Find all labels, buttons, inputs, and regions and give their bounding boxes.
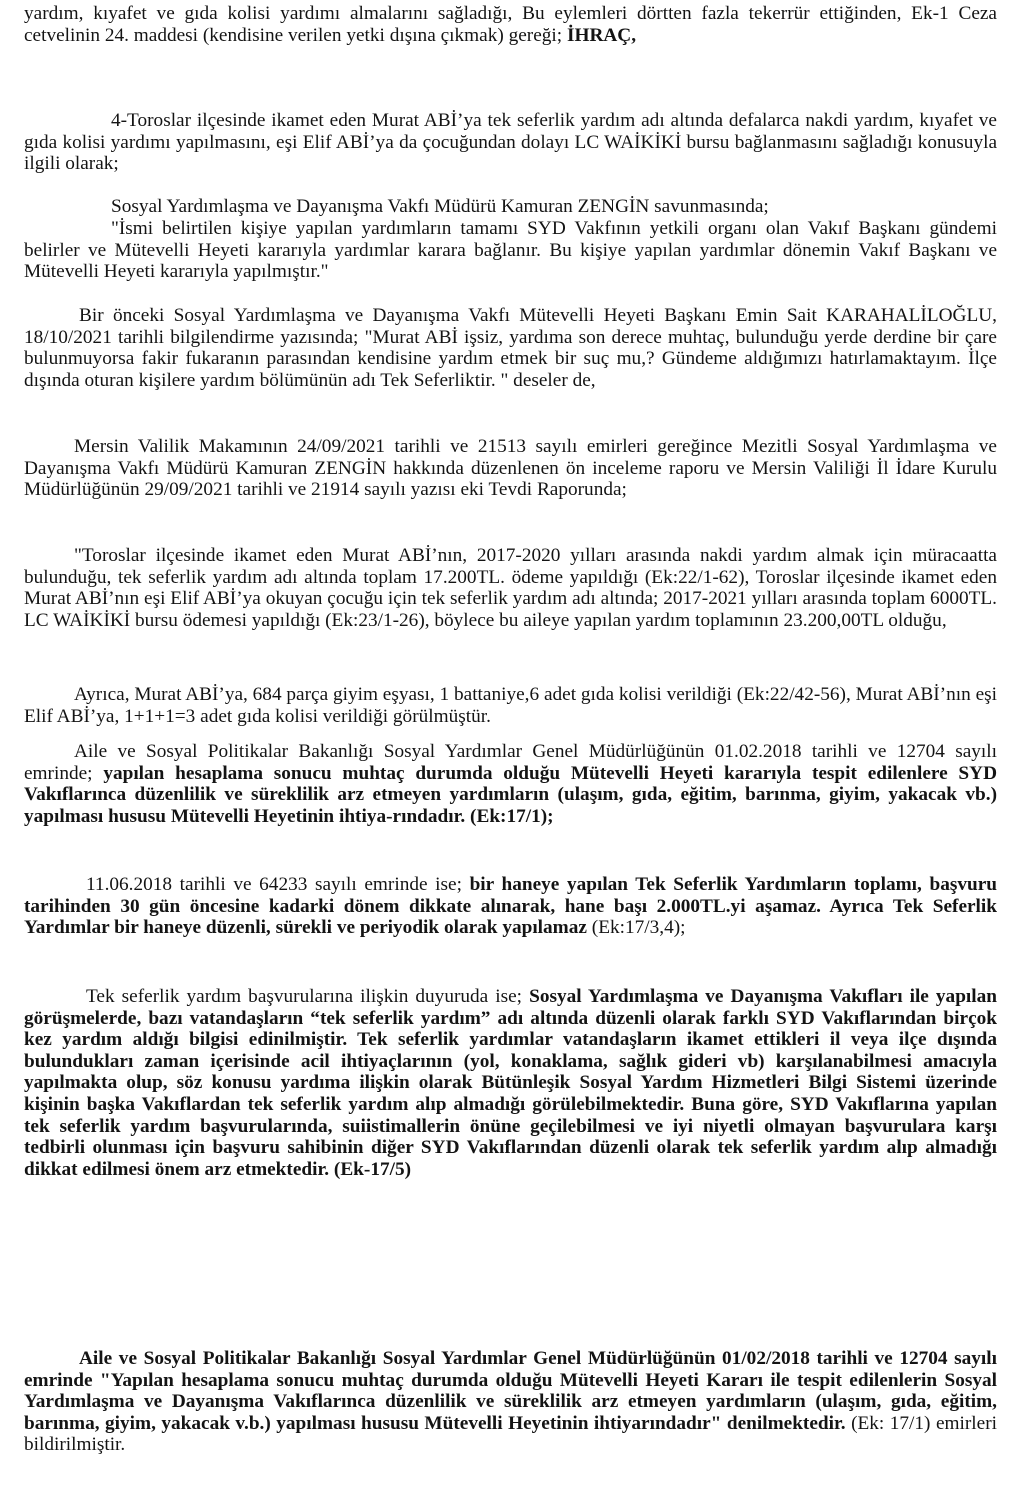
paragraph-governorship: Mersin Valilik Makamının 24/09/2021 tarihli ve 21513 sayılı emirleri gereğince Mezitli Sosyal Yardımlaşma ve Dayanışma Vakfı Müdürü Kamuran ZENGİN hakkında düzenlenen ön inceleme raporu ve Mersin Valiliği İl İdare Kurulu Müdürlüğünün 29/09/2021 tarihli ve 21914 sayılı yazısı eki Tevdi Raporunda; <box>24 436 997 501</box>
paragraph-former-president: Bir önceki Sosyal Yardımlaşma ve Dayanışma Vakfı Mütevelli Heyeti Başkanı Emin Sait KARAHALİLOĞLU, 18/10/2021 tarihli bilgilendirme yazısında; "Murat ABİ işsiz, yardıma son derece muhtaç, bulunduğu yerde derdine bir çare bulunmuyorsa fakir fukaranın parasından kendisine yardım etmek bir suç mu,? Gündeme aldığımızı hatırlamaktayım. İlçe dışında oturan kişilere yardım bölümünün adı Tek Seferliktir. " deseler de, <box>24 305 997 391</box>
paragraph-reference: (Ek:17/3,4); <box>586 917 686 939</box>
paragraph-bold-text: yapılan hesaplama sonucu muhtaç durumda olduğu Mütevelli Heyeti kararıyla tespit edilenlere SYD Vakıflarınca düzenlilik ve süreklilik arz etmeyen yardımların (ulaşım, gıda, eğitim, barınma, giyim, yakacak vb.) yapılması hususu Mütevelli Heyetinin ihtiya-rındadır. (Ek:17/1); <box>24 762 998 827</box>
paragraph-announcement <box>24 986 997 1180</box>
paragraph-bold-text: Aile ve Sosyal Politikalar Bakanlığı Sosyal Yardımlar Genel Müdürlüğünün 01/02/2018 tarihli ve 12704 sayılı emrinde "Yapılan hesaplama sonucu muhtaç durumda olduğu Mütevelli Heyeti Kararı ile tespit edilenlerin Sosyal Yardımlaşma ve Dayanışma Vakıflarınca düzenlilik ve süreklilik arz etmeyen yardımların (ulaşım, gıda, eğitim, barınma, giyim, yakacak v.b.) yapılması hususu Mütevelli Heyetinin ihtiyarındadır" denilmektedir. <box>24 1348 997 1434</box>
paragraph-order-64233 <box>24 874 997 939</box>
ihrac-decision: İHRAÇ, <box>566 24 637 46</box>
paragraph-bold-text: bir haneye yapılan Tek Seferlik Yardımların toplamı, başvuru tarihinden 30 gün öncesine kadarki dönem dikkate alınarak, hane başı 2.000TL.yi aşamaz. Ayrıca Tek Seferlik Yardımlar bir haneye düzenli, sürekli ve periyodik olarak yapılamaz <box>24 874 997 939</box>
paragraph-closing <box>24 1348 997 1456</box>
paragraph-ihrac <box>24 3 997 46</box>
paragraph-text: 11.06.2018 tarihli ve 64233 sayılı emrinde ise; <box>86 874 470 895</box>
paragraph-defense-intro: Sosyal Yardımlaşma ve Dayanışma Vakfı Müdürü Kamuran ZENGİN savunmasında; <box>111 196 769 217</box>
paragraph-text: yardım, kıyafet ve gıda kolisi yardımı almalarını sağladığı, Bu eylemleri dörtten fazla tekerrür ettiğinden, Ek-1 Ceza cetvelinin 24. maddesi (kendisine verilen yetki dışına çıkmak) gereği; <box>24 3 997 46</box>
paragraph-additional-aid: Ayrıca, Murat ABİ’ya, 684 parça giyim eşyası, 1 battaniye,6 adet gıda kolisi verildiği (Ek:22/42-56), Murat ABİ’nın eşi Elif ABİ’ya, 1+1+1=3 adet gıda kolisi verildiği görülmüştür. <box>24 684 997 727</box>
paragraph-bold-text: Sosyal Yardımlaşma ve Dayanışma Vakıfları ile yapılan görüşmelerde, bazı vatandaşların “tek seferlik yardım” adı altında düzenli olarak farklı SYD Vakıflarından birçok kez yardım aldığı bilgisi edinilmiştir. Tek seferlik yardımlar vatandaşların ikamet ettikleri il veya ilçe dışında bulundukları zaman içerisinde acil ihtiyaçlarının (yol, konaklama, sağlık gideri vb) karşılanabilmesi amacıyla yapılmakta olup, söz konusu yardıma ilişkin olarak Bütünleşik Sosyal Yardım Hizmetleri Bilgi Sistemi üzerinde kişinin başka Vakıflardan tek seferlik yardım alıp almadığı görülebilmektedir. Buna göre, SYD Vakıflarına yapılan tek seferlik yardım başvurularında, suiistimallerin önüne geçilebilmesi ve iyi niyetli olmayan başvurulara karşı tedbirli olunması için başvuru sahibinin diğer SYD Vakıflarından düzenli olarak tek seferlik yardım alıp almadığı dikkat edilmesi önem arz etmektedir. (Ek-17/5) <box>24 986 997 1180</box>
paragraph-text: Tek seferlik yardım başvurularına ilişkin duyuruda ise; <box>86 986 530 1007</box>
paragraph-text: (Ek: 17/1) emirleri bildirilmiştir. <box>24 1412 997 1456</box>
paragraph-ministry-order <box>24 741 997 827</box>
paragraph-defense-quote: "İsmi belirtilen kişiye yapılan yardımların tamamı SYD Vakfının yetkili organı olan Vakıf Başkanı gündemi belirler ve Mütevelli Heyeti kararıyla yardımlar karara bağlanır. Bu kişiye yapılan yardımlar dönemin Vakıf Başkanı ve Mütevelli Heyeti kararıyla yapılmıştır." <box>24 218 997 283</box>
paragraph-item-4: 4-Toroslar ilçesinde ikamet eden Murat ABİ’ya tek seferlik yardım adı altında defalarca nakdi yardım, kıyafet ve gıda kolisi yardımı yapılmasını, eşi Elif ABİ’ya da çocuğundan dolayı LC WAİKİKİ bursu bağlanmasını sağladığı konusuyla ilgili olarak; <box>24 110 997 175</box>
paragraph-report-quote: "Toroslar ilçesinde ikamet eden Murat ABİ’nın, 2017-2020 yılları arasında nakdi yardım almak için müracaatta bulunduğu, tek seferlik yardım adı altında toplam 17.200TL. ödeme yapıldığı (Ek:22/1-62), Toroslar ilçesinde ikamet eden Murat ABİ’nın eşi Elif ABİ’ya okuyan çocuğu için tek seferlik yardım adı altında; 2017-2021 yılları arasında toplam 6000TL. LC WAİKİKİ bursu ödemesi yapıldığı (Ek:23/1-26), böylece bu aileye yapılan yardım toplamının 23.200,00TL olduğu, <box>24 545 997 631</box>
paragraph-text: Aile ve Sosyal Politikalar Bakanlığı Sosyal Yardımlar Genel Müdürlüğünün 01.02.2018 tarihli ve 12704 sayılı emrinde; <box>24 741 997 784</box>
